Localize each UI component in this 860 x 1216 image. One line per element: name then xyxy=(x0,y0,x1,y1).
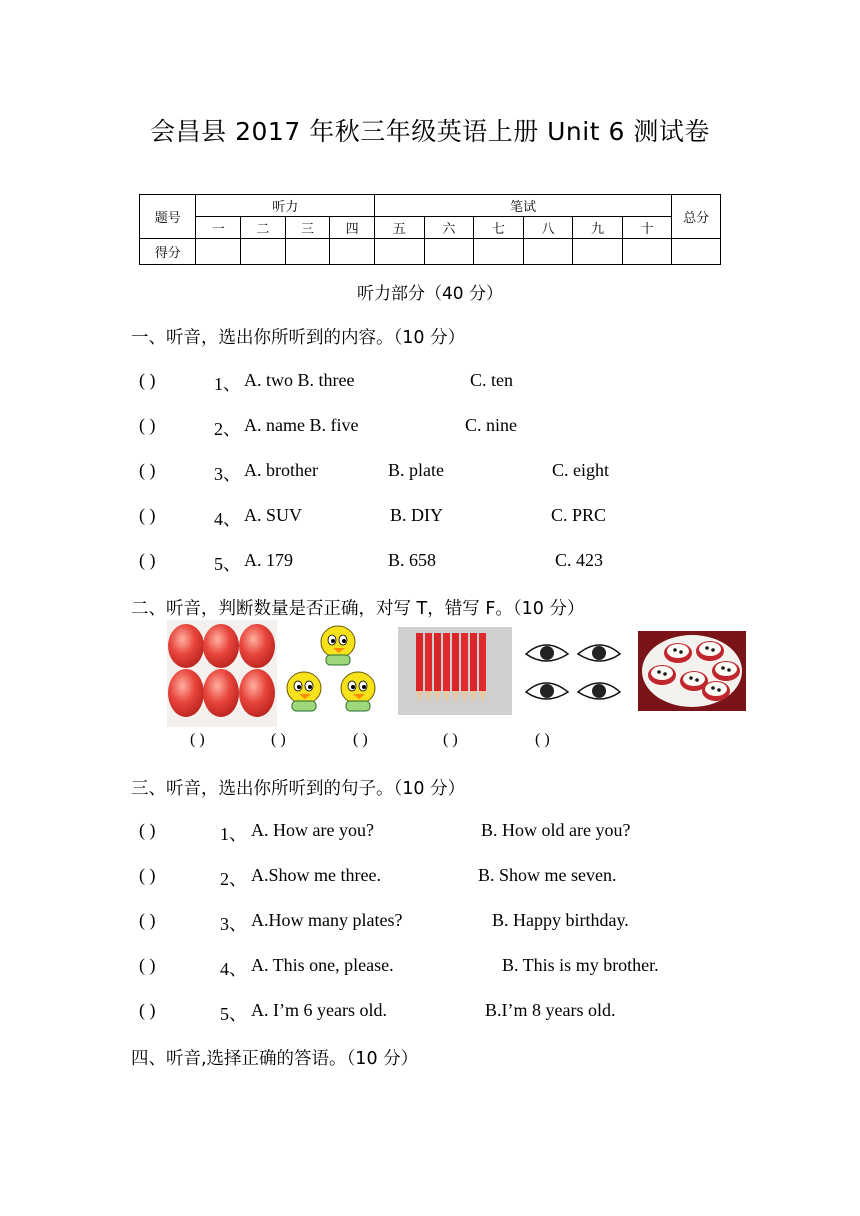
part2-heading: 二、听音，判断数量是否正确，对写 T，错写 F。（10 分） xyxy=(131,599,585,619)
chicks-image xyxy=(282,620,390,720)
col-number: 九 xyxy=(573,217,623,239)
option-a: A. name B. five xyxy=(244,415,359,435)
option-c: C. 423 xyxy=(555,550,604,570)
listening-section-header: 听力部分（40 分） xyxy=(356,284,504,304)
option-a: A.How many plates? xyxy=(251,910,403,930)
option-b: B. 658 xyxy=(388,550,437,570)
answer-bracket[interactable]: ( ) xyxy=(139,820,156,840)
question-number: 2、 xyxy=(220,869,247,889)
col-number: 六 xyxy=(424,217,474,239)
cakes-image xyxy=(638,631,746,711)
score-cell[interactable] xyxy=(622,239,672,265)
col-number: 八 xyxy=(523,217,573,239)
question-number: 3、 xyxy=(214,464,241,484)
question-number: 5、 xyxy=(214,554,241,574)
score-cell[interactable] xyxy=(474,239,524,265)
eyes-image xyxy=(522,630,624,712)
option-a: A. I’m 6 years old. xyxy=(251,1000,387,1020)
answer-blank[interactable]: ( ) xyxy=(271,731,286,748)
option-a: A. This one, please. xyxy=(251,955,394,975)
col-number: 四 xyxy=(330,217,375,239)
option-b: B. How old are you? xyxy=(481,820,631,840)
question-number: 3、 xyxy=(220,914,247,934)
option-a: A. SUV xyxy=(244,505,303,525)
group-listening: 听力 xyxy=(196,195,375,217)
answer-bracket[interactable]: ( ) xyxy=(139,1000,156,1020)
col-number: 一 xyxy=(196,217,241,239)
option-c: C. PRC xyxy=(551,505,607,525)
option-c: C. nine xyxy=(465,415,517,435)
row-label-question-number: 题号 xyxy=(140,195,196,239)
option-a: A. 179 xyxy=(244,550,293,570)
option-b: B. DIY xyxy=(390,505,443,525)
answer-bracket[interactable]: ( ) xyxy=(139,505,156,525)
answer-bracket[interactable]: ( ) xyxy=(139,865,156,885)
apples-image xyxy=(167,620,277,727)
answer-blank[interactable]: ( ) xyxy=(443,731,458,748)
score-cell[interactable] xyxy=(241,239,286,265)
question-number: 5、 xyxy=(220,1004,247,1024)
col-number: 七 xyxy=(474,217,524,239)
option-c: C. ten xyxy=(470,370,513,390)
part4-heading: 四、听音,选择正确的答语。（10 分） xyxy=(131,1049,419,1069)
col-number: 五 xyxy=(374,217,424,239)
part1-heading: 一、听音，选出你所听到的内容。（10 分） xyxy=(131,328,466,348)
answer-bracket[interactable]: ( ) xyxy=(139,460,156,480)
answer-bracket[interactable]: ( ) xyxy=(139,415,156,435)
option-a: A. How are you? xyxy=(251,820,374,840)
answer-bracket[interactable]: ( ) xyxy=(139,550,156,570)
answer-bracket[interactable]: ( ) xyxy=(139,955,156,975)
question-number: 4、 xyxy=(214,509,241,529)
row-label-score: 得分 xyxy=(140,239,196,265)
option-b: B.I’m 8 years old. xyxy=(485,1000,616,1020)
score-table xyxy=(139,194,721,265)
answer-blank[interactable]: ( ) xyxy=(190,731,205,748)
score-cell[interactable] xyxy=(672,239,721,265)
col-number: 二 xyxy=(241,217,286,239)
score-cell[interactable] xyxy=(523,239,573,265)
pencils-image xyxy=(398,627,512,715)
option-a: A. brother xyxy=(244,460,318,480)
group-written: 笔试 xyxy=(374,195,671,217)
col-number: 十 xyxy=(622,217,672,239)
score-cell[interactable] xyxy=(374,239,424,265)
score-cell[interactable] xyxy=(285,239,330,265)
total-label: 总分 xyxy=(672,195,721,239)
score-cell[interactable] xyxy=(196,239,241,265)
option-a: A. two B. three xyxy=(244,370,355,390)
score-cell[interactable] xyxy=(330,239,375,265)
answer-bracket[interactable]: ( ) xyxy=(139,370,156,390)
col-number: 三 xyxy=(285,217,330,239)
part3-heading: 三、听音，选出你所听到的句子。（10 分） xyxy=(131,779,466,799)
question-number: 4、 xyxy=(220,959,247,979)
score-cell[interactable] xyxy=(573,239,623,265)
option-a: A.Show me three. xyxy=(251,865,381,885)
question-number: 1、 xyxy=(220,824,247,844)
score-cell[interactable] xyxy=(424,239,474,265)
option-b: B. This is my brother. xyxy=(502,955,659,975)
answer-bracket[interactable]: ( ) xyxy=(139,910,156,930)
option-b: B. plate xyxy=(388,460,444,480)
question-number: 1、 xyxy=(214,374,241,394)
answer-blank[interactable]: ( ) xyxy=(353,731,368,748)
page-title: 会昌县 2017 年秋三年级英语上册 Unit 6 测试卷 xyxy=(150,117,710,146)
option-b: B. Happy birthday. xyxy=(492,910,629,930)
option-c: C. eight xyxy=(552,460,609,480)
option-b: B. Show me seven. xyxy=(478,865,617,885)
question-number: 2、 xyxy=(214,419,241,439)
answer-blank[interactable]: ( ) xyxy=(535,731,550,748)
